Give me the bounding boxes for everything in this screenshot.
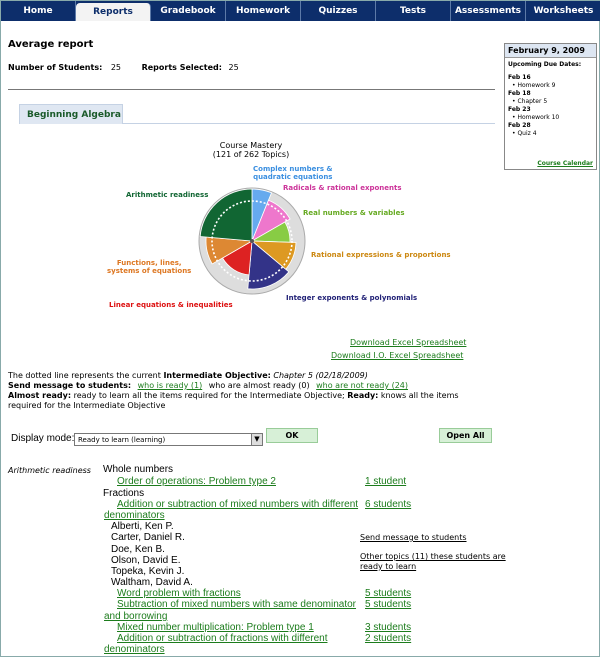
tab-quizzes[interactable]: Quizzes (301, 1, 376, 21)
objective-line (8, 371, 498, 381)
label-rational: Rational expressions & proportions (311, 251, 451, 259)
pie-title (191, 141, 311, 159)
calendar-heading: Upcoming Due Dates: (508, 61, 582, 68)
objective-prefix: The dotted line represents the current (8, 371, 161, 380)
ready-text: knows all the items (380, 391, 459, 400)
open-all-button[interactable]: Open All (439, 428, 492, 443)
tab-gradebook[interactable]: Gradebook (151, 1, 226, 21)
download-io-excel-link[interactable]: Download I.O. Excel Spreadsheet (331, 351, 464, 360)
objective-info (8, 371, 498, 411)
other-topics-line-1: Other topics (11) these students are (360, 552, 506, 561)
topic-add-sub-frac[interactable]: Addition or subtraction of fractions with different (117, 633, 328, 644)
tree-fractions: Fractions (103, 488, 145, 499)
download-excel-link[interactable]: Download Excel Spreadsheet (350, 338, 467, 347)
due-item: • Chapter 5 (512, 98, 548, 105)
objective-value: Chapter 5 (02/18/2009) (273, 371, 368, 380)
objective-bold: Intermediate Objective: (163, 371, 271, 380)
tab-homework[interactable]: Homework (226, 1, 301, 21)
section-label: Arithmetic readiness (8, 466, 91, 475)
student-name: Topeka, Kevin J. (111, 566, 185, 577)
send-not-ready-link[interactable]: who are not ready (24) (316, 381, 409, 390)
other-topics-line-2: ready to learn (360, 562, 417, 571)
legend-line (8, 391, 498, 401)
reports-label: Reports Selected: (141, 63, 222, 72)
due-date: Feb 28 (508, 122, 531, 129)
calendar-box (504, 43, 597, 170)
display-mode-value: Ready to learn (learning) (78, 436, 166, 444)
label-radicals: Radicals & rational exponents (283, 184, 402, 192)
send-message-line (8, 381, 498, 391)
tab-tests[interactable]: Tests (376, 1, 451, 21)
send-message-link[interactable]: Send message to students (360, 533, 467, 542)
course-tabbar (19, 104, 495, 124)
top-nav (1, 1, 600, 21)
due-item: • Homework 9 (512, 82, 556, 89)
due-date: Feb 16 (508, 74, 531, 81)
course-calendar-link[interactable]: Course Calendar (537, 160, 593, 167)
page-title: Average report (8, 39, 94, 50)
student-name: Doe, Ken B. (111, 544, 165, 555)
student-name: Olson, David E. (111, 555, 181, 566)
send-ready-link[interactable]: who is ready (1) (137, 381, 203, 390)
ok-button[interactable]: OK (266, 428, 318, 443)
due-date: Feb 23 (508, 106, 531, 113)
student-name: Waltham, David A. (111, 577, 193, 588)
topic-mixed-mult-count[interactable]: 3 students (365, 622, 412, 633)
topic-sub-mixed-cont[interactable]: and borrowing (104, 611, 168, 622)
label-integer: Integer exponents & polynomials (286, 294, 418, 302)
tab-worksheets[interactable]: Worksheets (533, 6, 594, 16)
chevron-down-icon[interactable]: ▼ (251, 434, 262, 445)
almost-bold: Almost ready: (8, 391, 72, 400)
tab-assessments[interactable]: Assessments (451, 1, 526, 21)
course-tab[interactable]: Beginning Algebra (19, 104, 123, 124)
almost-text: ready to learn all the items required for the Intermediate Objective; (73, 391, 345, 400)
due-date: Feb 18 (508, 90, 531, 97)
calendar-date: February 9, 2009 (505, 44, 596, 58)
tab-home[interactable]: Home (1, 1, 76, 21)
label-linear: Linear equations & inequalities (109, 301, 233, 309)
tab-reports[interactable]: Reports (76, 3, 151, 21)
student-name: Alberti, Ken P. (111, 521, 174, 532)
topic-sub-mixed-count[interactable]: 5 students (365, 599, 412, 610)
due-item: • Quiz 4 (512, 130, 537, 137)
ready-bold: Ready: (347, 391, 379, 400)
topic-sub-mixed[interactable]: Subtraction of mixed numbers with same denominator (117, 599, 357, 610)
other-topics-link[interactable] (360, 552, 506, 572)
label-real: Real numbers & variables (303, 209, 405, 217)
topic-word-problem[interactable]: Word problem with fractions (117, 588, 241, 599)
topic-add-sub-frac-cont[interactable]: denominators (104, 644, 165, 655)
calendar-entries (505, 70, 596, 138)
label-functions: Functions, lines, systems of equations (107, 259, 192, 275)
pie-title-text: Course Mastery (219, 141, 283, 150)
topic-mixed-mult[interactable]: Mixed number multiplication: Problem type 1 (117, 622, 314, 633)
student-name: Carter, Daniel R. (111, 532, 185, 543)
topic-word-problem-count[interactable]: 5 students (365, 588, 412, 599)
pie-subtitle: (121 of 262 Topics) (212, 150, 290, 159)
students-label: Number of Students: (8, 63, 103, 72)
topic-add-sub-frac-count[interactable]: 2 students (365, 633, 412, 644)
student-count (8, 63, 239, 72)
display-mode-select[interactable] (74, 433, 263, 446)
due-item: • Homework 10 (512, 114, 560, 121)
label-complex: Complex numbers & quadratic equations (253, 165, 333, 181)
topic-add-sub-mixed-count[interactable]: 6 students (365, 499, 412, 510)
course-mastery-pie[interactable] (197, 186, 307, 296)
pie-center (250, 239, 254, 243)
topic-order-ops-count[interactable]: 1 student (365, 476, 407, 487)
send-almost-text: who are almost ready (0) (208, 381, 310, 390)
send-label: Send message to students: (8, 381, 132, 390)
topic-order-ops[interactable]: Order of operations: Problem type 2 (117, 476, 276, 487)
tree-whole-numbers: Whole numbers (103, 464, 174, 475)
students-value: 25 (110, 63, 122, 72)
divider (8, 89, 495, 90)
reports-value: 25 (228, 63, 239, 72)
topic-add-sub-mixed-cont[interactable]: denominators (104, 510, 165, 521)
topic-add-sub-mixed[interactable]: Addition or subtraction of mixed numbers with different (117, 499, 359, 510)
legend-line-2: required for the Intermediate Objective (8, 401, 166, 410)
label-arith: Arithmetic readiness (126, 191, 209, 199)
display-mode-label: Display mode: (11, 433, 75, 444)
